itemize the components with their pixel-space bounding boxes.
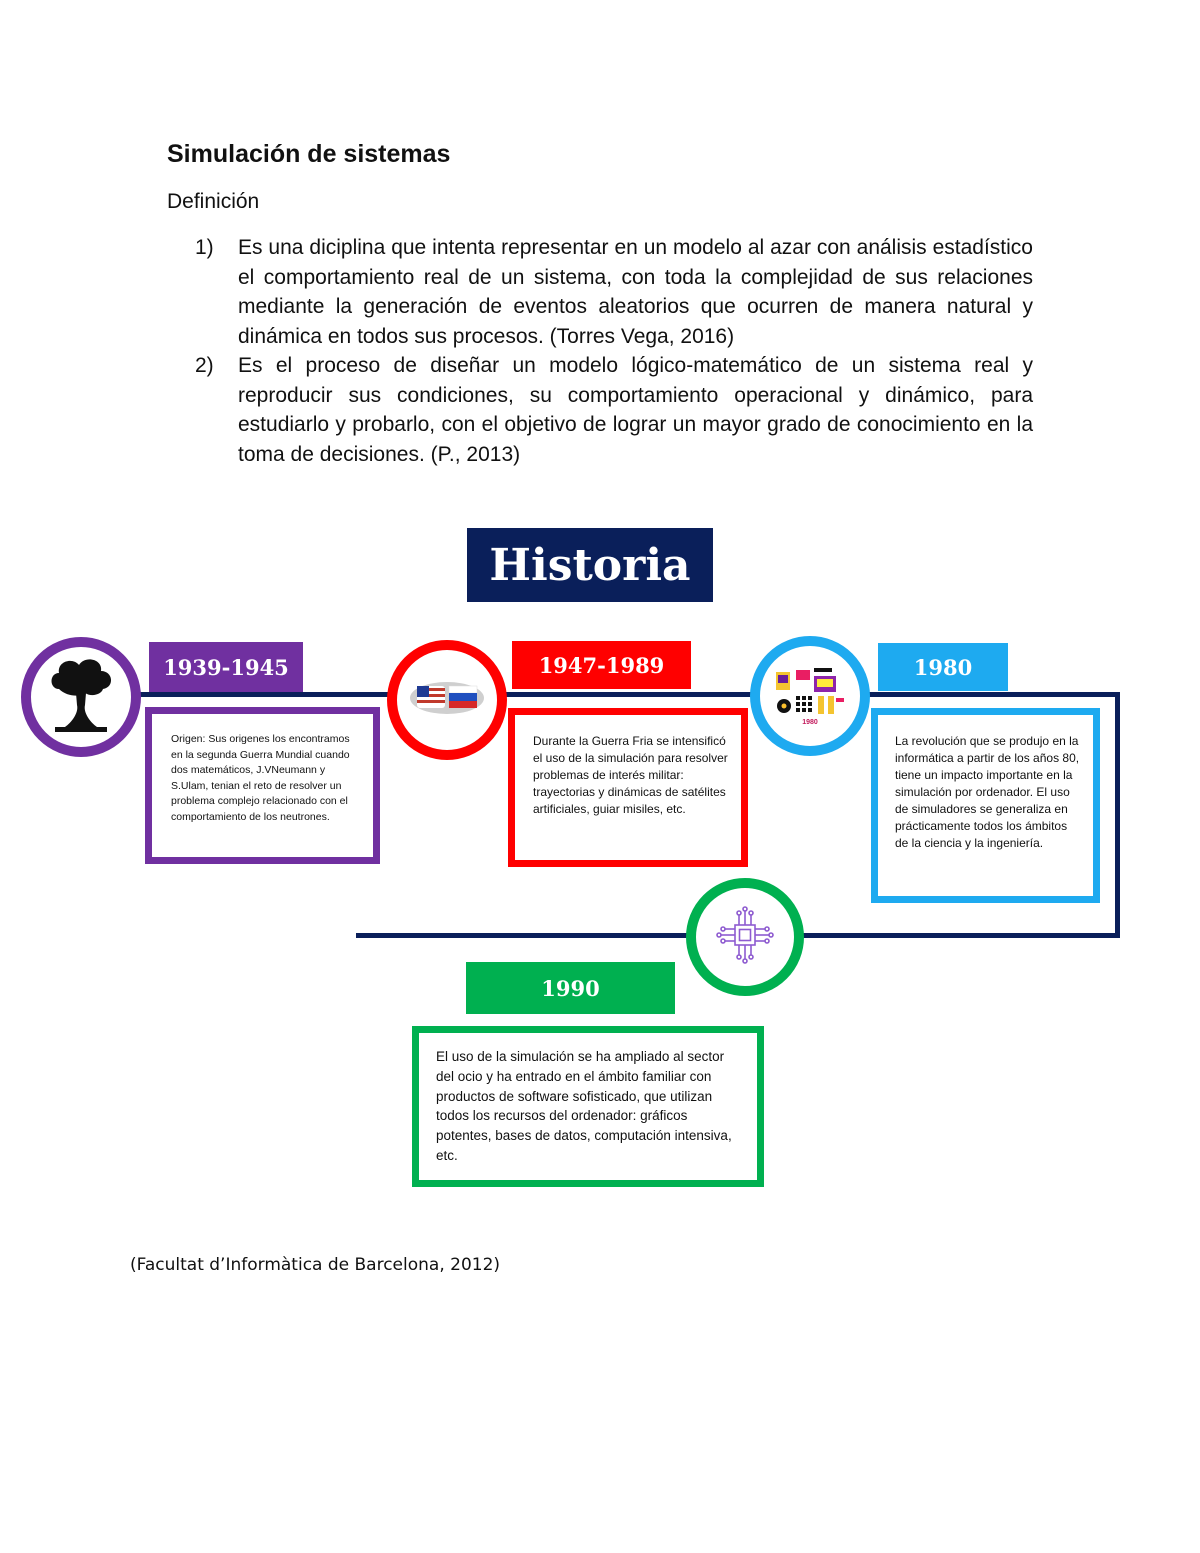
definition-item	[195, 351, 1033, 469]
timeline-top-line	[75, 692, 1120, 697]
event-circle-1939	[21, 637, 141, 757]
microchip-icon	[715, 905, 775, 970]
event-description-1980: La revolución que se produjo en la informática a partir de los años 80, tiene un impacto importante en la simulación por ordenador. El uso de simuladores se generaliza en prácticamente todos los ámbitos de la ciencia y la ingeniería.	[871, 708, 1100, 903]
mushroom-cloud-icon	[45, 655, 117, 740]
retro-computing-icon	[774, 666, 846, 725]
year-tab-1939-1945: 1939-1945	[149, 642, 303, 692]
year-tab-1980: 1980	[878, 643, 1008, 691]
year-tab-1990: 1990	[466, 962, 675, 1014]
event-circle-1980	[750, 636, 870, 756]
year-tab-1947-1989: 1947-1989	[512, 641, 691, 689]
definition-number: 1)	[195, 236, 214, 259]
usa-russia-flags-icon	[409, 678, 485, 723]
definition-text: Es el proceso de diseñar un modelo lógico-matemático de un sistema real y reproducir sus condiciones, su comportamiento operacional y dinámico, para estudiarlo y probarlo, con el objetivo de lograr un mayor grado de conocimiento en la toma de decisiones. (P., 2013)	[238, 354, 1033, 466]
event-description-1947-1989: Durante la Guerra Fria se intensificó el uso de la simulación para resolver problemas de interés militar: trayectorias y dinámicas de satélites artificiales, guiar misiles, etc.	[508, 708, 748, 867]
definition-text: Es una diciplina que intenta representar en un modelo al azar con análisis estadístico el comportamiento real de un sistema, con toda la complejidad de sus relaciones mediante la generación de eventos aleatorios que ocurren de manera natural y dinámica en todos sus procesos. (Torres Vega, 2016)	[238, 236, 1033, 348]
timeline-right-connector	[1115, 692, 1120, 938]
event-circle-1990	[686, 878, 804, 996]
citation: (Facultat d’Informàtica de Barcelona, 2012)	[130, 1255, 501, 1275]
icon-caption-1980: 1980	[802, 719, 818, 726]
document-title: Simulación de sistemas	[167, 140, 451, 168]
definition-item	[195, 233, 1033, 351]
definition-number: 2)	[195, 354, 214, 377]
event-description-1990: El uso de la simulación se ha ampliado al sector del ocio y ha entrado en el ámbito familiar con productos de software sofisticado, que utilizan todos los recursos del ordenador: gráficos potentes, bases de datos, computación intensiva, etc.	[412, 1026, 764, 1187]
definition-label: Definición	[167, 190, 260, 213]
historia-heading: Historia	[467, 528, 713, 602]
event-circle-1947	[387, 640, 507, 760]
event-description-1939-1945: Origen: Sus origenes los encontramos en la segunda Guerra Mundial cuando dos matemáticos, J.VNeumann y S.Ulam, tenian el reto de resolver un problema complejo relacionado con el comportamiento de los neutrones.	[145, 707, 380, 864]
